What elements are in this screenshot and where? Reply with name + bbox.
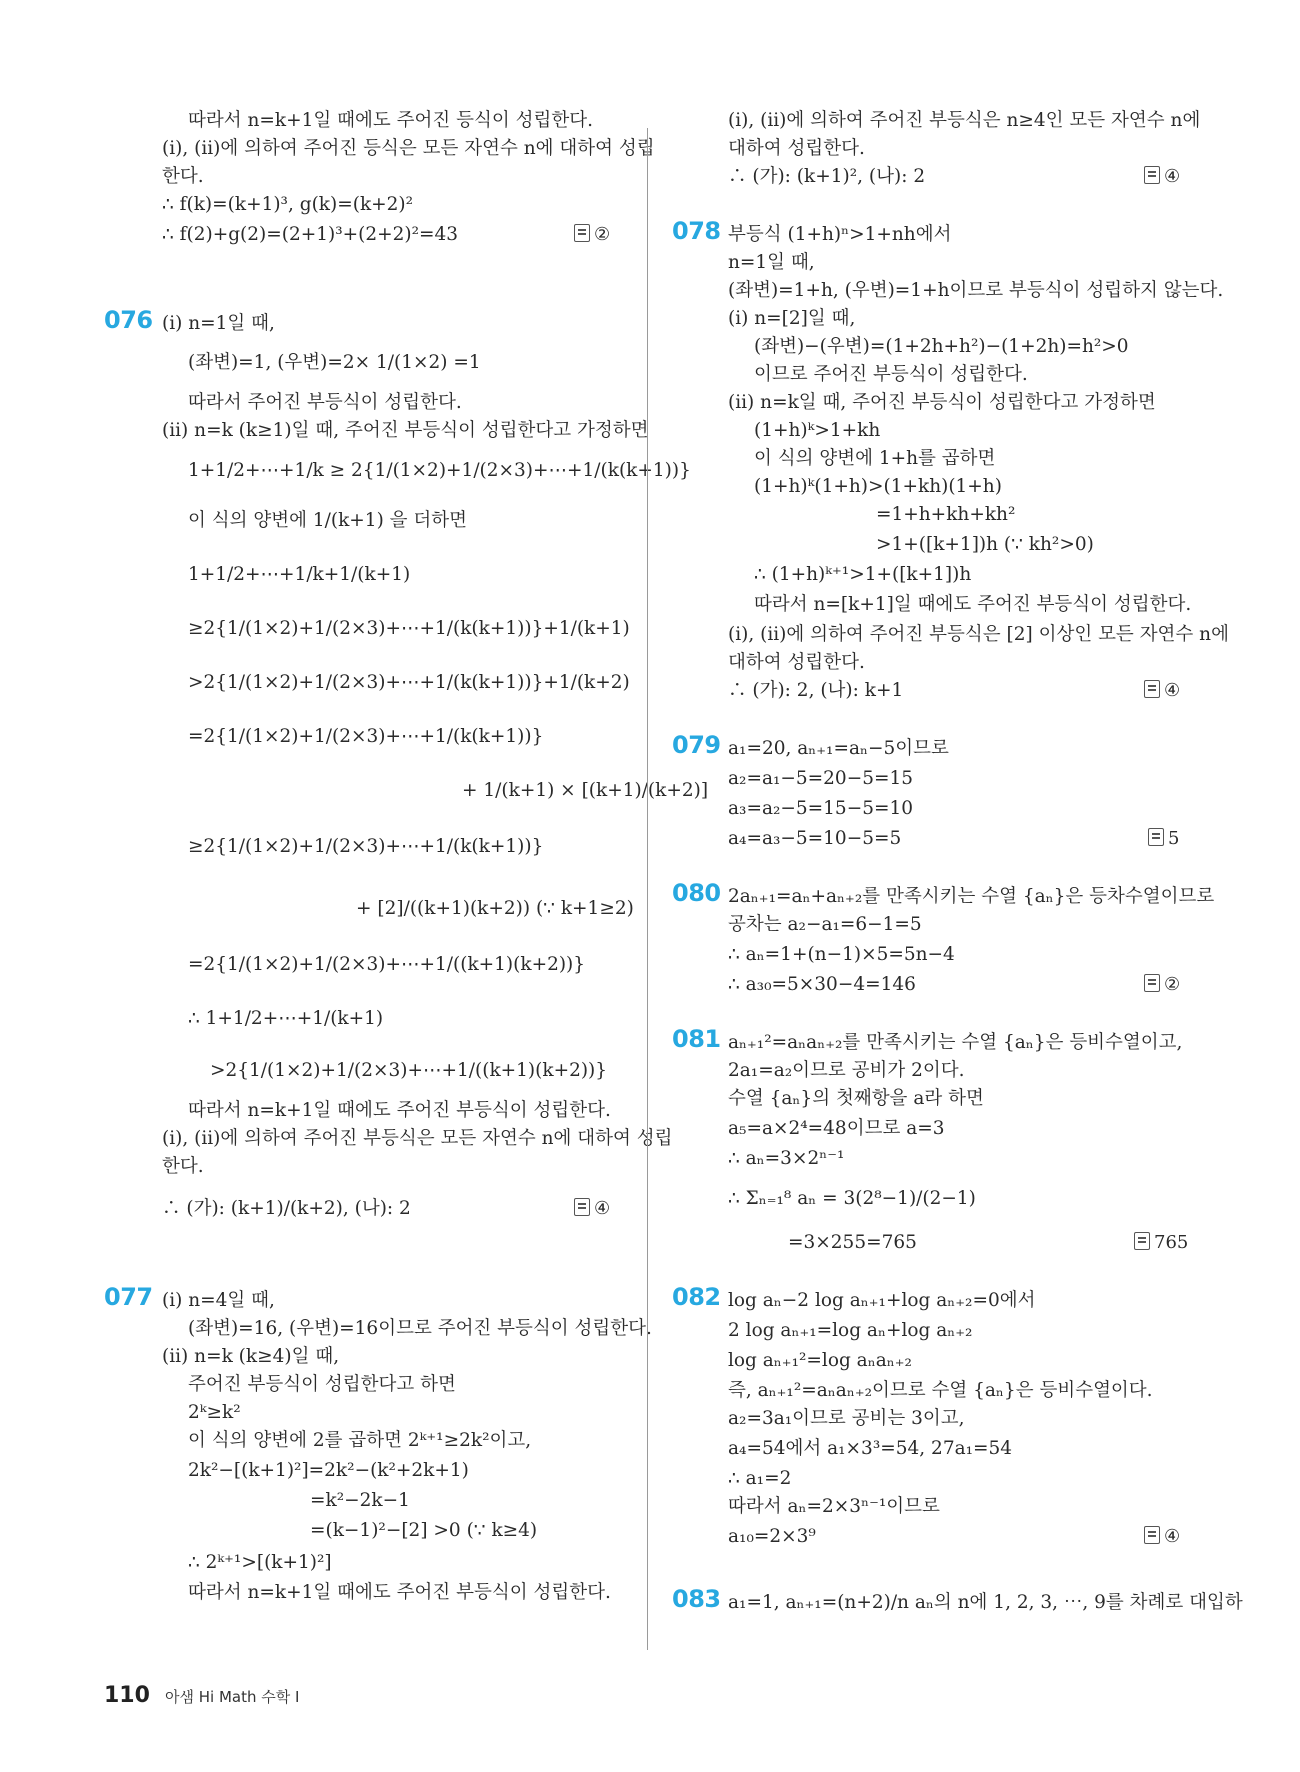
answer-value: ④ bbox=[594, 1198, 611, 1219]
answer-value: ② bbox=[594, 224, 611, 245]
left-line: 한다. bbox=[162, 166, 204, 187]
problem-number: 078 bbox=[672, 217, 721, 245]
left-line: ∴ 2ᵏ⁺¹>[(k+1)²] bbox=[188, 1552, 332, 1573]
right-line: log aₙ₊₁²=log aₙaₙ₊₂ bbox=[728, 1350, 912, 1371]
left-line: 이 식의 양변에 2를 곱하면 2ᵏ⁺¹≥2k²이고, bbox=[188, 1430, 532, 1451]
right-line: 2 log aₙ₊₁=log aₙ+log aₙ₊₂ bbox=[728, 1320, 973, 1341]
problem-number: 083 bbox=[672, 1585, 721, 1613]
right-line: 따라서 aₙ=2×3ⁿ⁻¹이므로 bbox=[728, 1496, 940, 1517]
left-line: + [2]/((k+1)(k+2)) (∵ k+1≥2) bbox=[356, 898, 634, 919]
page-number: 110 bbox=[104, 1683, 150, 1708]
right-line: (1+h)ᵏ>1+kh bbox=[754, 420, 881, 441]
right-line: (1+h)ᵏ(1+h)>(1+kh)(1+h) bbox=[754, 476, 1002, 497]
left-line: 주어진 부등식이 성립한다고 하면 bbox=[188, 1374, 456, 1395]
left-line: (i), (ii)에 의하여 주어진 등식은 모든 자연수 n에 대하여 성립 bbox=[162, 138, 655, 159]
column-divider bbox=[647, 128, 648, 1650]
right-line: a₁=1, aₙ₊₁=(n+2)/n aₙ의 n에 1, 2, 3, ⋯, 9를 차례로 대입하 bbox=[728, 1592, 1243, 1613]
answer-icon bbox=[1134, 1232, 1150, 1250]
answer-value: 765 bbox=[1154, 1232, 1189, 1253]
right-line: 2aₙ₊₁=aₙ+aₙ₊₂를 만족시키는 수열 {aₙ}은 등차수열이므로 bbox=[728, 886, 1215, 907]
right-line: 따라서 n=[k+1]일 때에도 주어진 부등식이 성립한다. bbox=[754, 594, 1192, 615]
right-line: a₁₀=2×3⁹ bbox=[728, 1526, 816, 1547]
left-line: 따라서 n=k+1일 때에도 주어진 부등식이 성립한다. bbox=[188, 1582, 611, 1603]
problem-number: 081 bbox=[672, 1025, 721, 1053]
answer-mark bbox=[1144, 678, 1180, 704]
right-line: (i), (ii)에 의하여 주어진 부등식은 n≥4인 모든 자연수 n에 bbox=[728, 110, 1201, 131]
answer-icon bbox=[1144, 680, 1160, 698]
right-line: 즉, aₙ₊₁²=aₙaₙ₊₂이므로 수열 {aₙ}은 등비수열이다. bbox=[728, 1380, 1153, 1401]
right-line: 수열 {aₙ}의 첫째항을 a라 하면 bbox=[728, 1088, 984, 1109]
left-line: + 1/(k+1) × [(k+1)/(k+2)] bbox=[462, 780, 709, 801]
answer-value: ④ bbox=[1164, 166, 1181, 187]
answer-icon bbox=[1144, 166, 1160, 184]
left-line: >2{1/(1×2)+1/(2×3)+⋯+1/((k+1)(k+2))} bbox=[210, 1060, 608, 1081]
problem-number: 082 bbox=[672, 1283, 721, 1311]
right-line: =3×255=765 bbox=[788, 1232, 917, 1253]
right-line: 공차는 a₂−a₁=6−1=5 bbox=[728, 914, 922, 935]
right-line: 이 식의 양변에 1+h를 곱하면 bbox=[754, 448, 996, 469]
right-line: a₂=a₁−5=20−5=15 bbox=[728, 768, 914, 789]
answer-value: ④ bbox=[1164, 680, 1181, 701]
left-line: =k²−2k−1 bbox=[310, 1490, 410, 1511]
left-line: =2{1/(1×2)+1/(2×3)+⋯+1/((k+1)(k+2))} bbox=[188, 954, 586, 975]
answer-icon bbox=[574, 1198, 590, 1216]
problem-number: 077 bbox=[104, 1283, 153, 1311]
answer-value: ④ bbox=[1164, 1526, 1181, 1547]
left-line: 2ᵏ≥k² bbox=[188, 1402, 241, 1423]
right-line: n=1일 때, bbox=[728, 252, 815, 273]
right-line: (좌변)−(우변)=(1+2h+h²)−(1+2h)=h²>0 bbox=[754, 336, 1129, 357]
left-line: ∴ f(k)=(k+1)³, g(k)=(k+2)² bbox=[162, 194, 414, 215]
right-line: =1+h+kh+kh² bbox=[876, 504, 1016, 525]
left-line: >2{1/(1×2)+1/(2×3)+⋯+1/(k(k+1))}+1/(k+2) bbox=[188, 672, 630, 693]
left-line: 따라서 주어진 부등식이 성립한다. bbox=[188, 392, 462, 413]
right-line: ∴ (1+h)ᵏ⁺¹>1+([k+1])h bbox=[754, 564, 972, 585]
left-line: ∴ f(2)+g(2)=(2+1)³+(2+2)²=43 bbox=[162, 224, 459, 245]
right-line: a₁=20, aₙ₊₁=aₙ−5이므로 bbox=[728, 738, 949, 759]
left-line: 한다. bbox=[162, 1156, 204, 1177]
left-line: ≥2{1/(1×2)+1/(2×3)+⋯+1/(k(k+1))}+1/(k+1) bbox=[188, 618, 630, 639]
right-line: ∴ a₁=2 bbox=[728, 1468, 792, 1489]
left-line: 이 식의 양변에 1/(k+1) 을 더하면 bbox=[188, 510, 468, 531]
left-line: (i) n=1일 때, bbox=[162, 313, 275, 334]
right-line: 대하여 성립한다. bbox=[728, 652, 865, 673]
answer-mark bbox=[1134, 1230, 1188, 1256]
right-line: a₅=a×2⁴=48이므로 a=3 bbox=[728, 1118, 945, 1139]
right-line: 부등식 (1+h)ⁿ>1+nh에서 bbox=[728, 224, 952, 245]
answer-icon bbox=[1144, 974, 1160, 992]
left-line: =2{1/(1×2)+1/(2×3)+⋯+1/(k(k+1))} bbox=[188, 726, 544, 747]
right-line: >1+([k+1])h (∵ kh²>0) bbox=[876, 534, 1094, 555]
left-line: ≥2{1/(1×2)+1/(2×3)+⋯+1/(k(k+1))} bbox=[188, 836, 544, 857]
right-line: ∴ a₃₀=5×30−4=146 bbox=[728, 974, 916, 995]
left-line: ∴ (가): (k+1)/(k+2), (나): 2 bbox=[162, 1198, 411, 1219]
page-footer bbox=[104, 1683, 299, 1708]
right-line: a₄=a₃−5=10−5=5 bbox=[728, 828, 902, 849]
right-line: (ii) n=k일 때, 주어진 부등식이 성립한다고 가정하면 bbox=[728, 392, 1156, 413]
left-line: (좌변)=1, (우변)=2× 1/(1×2) =1 bbox=[188, 352, 481, 373]
problem-number: 080 bbox=[672, 879, 721, 907]
answer-icon bbox=[1148, 828, 1164, 846]
left-line: (좌변)=16, (우변)=16이므로 주어진 부등식이 성립한다. bbox=[188, 1318, 652, 1339]
left-line: =(k−1)²−[2] >0 (∵ k≥4) bbox=[310, 1520, 538, 1541]
left-line: ∴ 1+1/2+⋯+1/(k+1) bbox=[188, 1008, 384, 1029]
answer-value: 5 bbox=[1168, 828, 1180, 849]
left-line: (ii) n=k (k≥4)일 때, bbox=[162, 1346, 340, 1367]
right-line: log aₙ−2 log aₙ₊₁+log aₙ₊₂=0에서 bbox=[728, 1290, 1036, 1311]
left-line: (ii) n=k (k≥1)일 때, 주어진 부등식이 성립한다고 가정하면 bbox=[162, 420, 649, 441]
left-line: (i) n=4일 때, bbox=[162, 1290, 275, 1311]
right-line: (i), (ii)에 의하여 주어진 부등식은 [2] 이상인 모든 자연수 n에 bbox=[728, 624, 1229, 645]
left-line: (i), (ii)에 의하여 주어진 부등식은 모든 자연수 n에 대하여 성립 bbox=[162, 1128, 673, 1149]
right-line: a₃=a₂−5=15−5=10 bbox=[728, 798, 914, 819]
right-line: ∴ aₙ=1+(n−1)×5=5n−4 bbox=[728, 944, 955, 965]
right-line: a₂=3a₁이므로 공비는 3이고, bbox=[728, 1408, 965, 1429]
right-line: 대하여 성립한다. bbox=[728, 138, 865, 159]
answer-mark bbox=[1144, 972, 1180, 998]
answer-value: ② bbox=[1164, 974, 1181, 995]
left-line: 1+1/2+⋯+1/k+1/(k+1) bbox=[188, 564, 411, 585]
right-line: ∴ aₙ=3×2ⁿ⁻¹ bbox=[728, 1148, 845, 1169]
right-line: 이므로 주어진 부등식이 성립한다. bbox=[754, 364, 1028, 385]
right-line: aₙ₊₁²=aₙaₙ₊₂를 만족시키는 수열 {aₙ}은 등비수열이고, bbox=[728, 1032, 1183, 1053]
right-line: (i) n=[2]일 때, bbox=[728, 308, 856, 329]
answer-icon bbox=[1144, 1526, 1160, 1544]
right-line: ∴ Σₙ₌₁⁸ aₙ = 3(2⁸−1)/(2−1) bbox=[728, 1188, 976, 1209]
right-line: ∴ (가): (k+1)², (나): 2 bbox=[728, 166, 926, 187]
right-line: a₄=54에서 a₁×3³=54, 27a₁=54 bbox=[728, 1438, 1013, 1459]
right-line: (좌변)=1+h, (우변)=1+h이므로 부등식이 성립하지 않는다. bbox=[728, 280, 1224, 301]
right-line: ∴ (가): 2, (나): k+1 bbox=[728, 680, 904, 701]
answer-icon bbox=[574, 224, 590, 242]
left-line: 따라서 n=k+1일 때에도 주어진 등식이 성립한다. bbox=[188, 110, 593, 131]
answer-mark bbox=[1144, 164, 1180, 190]
answer-mark bbox=[574, 222, 610, 248]
left-line: 2k²−[(k+1)²]=2k²−(k²+2k+1) bbox=[188, 1460, 469, 1481]
problem-number: 079 bbox=[672, 731, 721, 759]
book-title: 아샘 Hi Math 수학 I bbox=[165, 1688, 300, 1706]
problem-number: 076 bbox=[104, 306, 153, 334]
answer-mark bbox=[1148, 826, 1179, 852]
answer-mark bbox=[1144, 1524, 1180, 1550]
left-line: 따라서 n=k+1일 때에도 주어진 부등식이 성립한다. bbox=[188, 1100, 611, 1121]
right-line: 2a₁=a₂이므로 공비가 2이다. bbox=[728, 1060, 965, 1081]
answer-mark bbox=[574, 1196, 610, 1222]
left-line: 1+1/2+⋯+1/k ≥ 2{1/(1×2)+1/(2×3)+⋯+1/(k(k+1))} bbox=[188, 460, 691, 481]
